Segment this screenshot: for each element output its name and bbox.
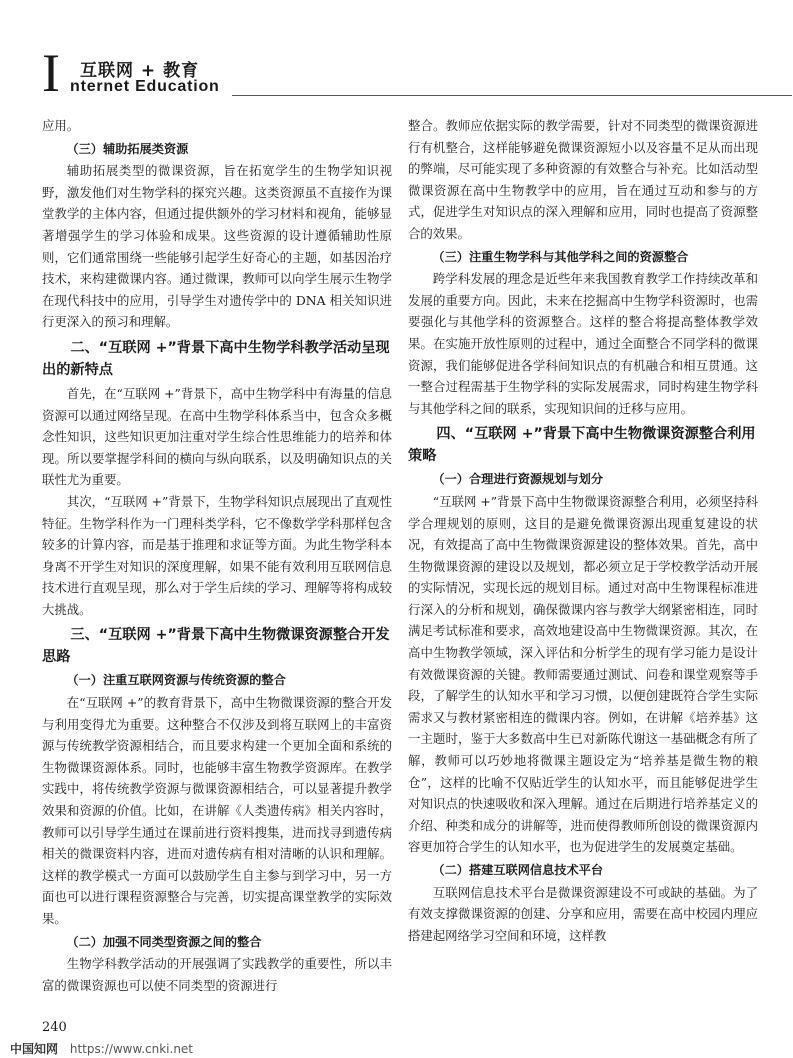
subsection-heading: （一）合理进行资源规划与划分 <box>432 472 604 487</box>
page-number: 240 <box>42 1020 67 1035</box>
paragraph: 应用。 <box>42 118 80 133</box>
paragraph: 其次，“互联网 +”背景下，生物学科知识点展现出了直观性特征。生物学科作为一门理科类学科，它不像数学学科那样包含较多的计算内容，而是基于推理和求证等方面。为此生物学科本身离不开学生对知识的深度理解，如果不能有效利用互联网信息技术进行直观呈现，那么对于学生后续的学习、理解等将构成较大挑战。 <box>42 493 392 617</box>
footer <box>10 1040 193 1057</box>
subsection-heading: （二）搭建互联网信息技术平台 <box>432 863 604 877</box>
right-column <box>408 115 758 946</box>
subsection-heading: （一）注重互联网资源与传统资源的整合 <box>66 673 286 688</box>
paragraph: “互联网 +”背景下高中生物微课资源整合利用，必须坚持科学合理规划的原则，这目的是避免微课资源出现重复建设的状况，有效提高了高中生物微课资源建设的整体效果。首先，高中生物微课资源的建设以及规划，都必须立足于学校教学活动开展的实际情况，实现长远的规划目标。通过对高中生物课程标准进行深入的分析和规划，确保微课内容与教学大纲紧密相连，同时满足考试标准和要求，高效地建设高中生物微课资源。其次，在高中生物教学领域，深入评估和分析学生的现有学习能力是设计有效微课资源的关键。教师需要通过测试、问卷和课堂观察等手段，了解学生的认知水平和学习习惯，以便创建既符合学生实际需求又与教材紧密相连的微课内容。例如，在讲解《培养基》这一主题时，鉴于大多数高中生已对新陈代谢这一基础概念有所了解，教师可以巧妙地将微课主题设定为“培养基是微生物的粮仓”，这样的比喻不仅贴近学生的认知水平，而且能够促进学生对知识点的快速吸收和深入理解。通过在后期进行培养基定义的介绍、种类和成分的讲解等，进而使得教师所创设的微课资源内容更加符合学生的认知水平，也为促进学生的发展奠定基础。 <box>408 493 758 855</box>
footer-brand: 中国知网 <box>10 1042 59 1056</box>
left-column <box>42 115 392 996</box>
subsection-heading: （三）注重生物学科与其他学科之间的资源整合 <box>432 249 689 264</box>
section-heading: 四、“互联网 +”背景下高中生物微课资源整合利用策略 <box>408 426 756 465</box>
section-heading: 三、“互联网 +”背景下高中生物微课资源整合开发思路 <box>42 627 390 666</box>
header-rule <box>232 95 792 96</box>
paragraph: 辅助拓展类型的微课资源，旨在拓宽学生的生物学知识视野，激发他们对生物学科的探究兴趣。这类资源虽不直接作为课堂教学的主体内容，但通过提供额外的学习材料和视角，能够显著增强学生的学习体验和成果。这些资源的设计遵循辅助性原则，它们通常围绕一些能够引起学生好奇心的主题，如基因治疗技术，来构建微课内容。通过微课，教师可以向学生展示生物学在现代科技中的应用，引导学生对遗传学中的 DNA 相关知识进行更深入的预习和理解。 <box>42 163 392 330</box>
header-title-cn: 互联网 + 教育 <box>80 61 200 81</box>
subsection-heading: （二）加强不同类型资源之间的整合 <box>66 934 262 949</box>
subsection-heading: （三）辅助拓展类资源 <box>66 141 189 156</box>
header-initial-letter: I <box>42 43 60 103</box>
header-title-en: nternet Education <box>70 78 220 95</box>
paragraph: 整合。教师应依据实际的教学需要，针对不同类型的微课资源进行有机整合，这样能够避免微课资源短小以及容量不足从而出现的弊端，尽可能实现了多种资源的有效整合与补充。比如活动型微课资源在高中生物教学中的应用，旨在通过互动和参与的方式，促进学生对知识点的深入理解和应用，同时也提高了资源整合的效果。 <box>408 118 758 241</box>
paragraph: 互联网信息技术平台是微课资源建设不可或缺的基础。为了有效支撑微课资源的创建、分享和应用，需要在高中校园内理应搭建起网络学习空间和环境，这样教 <box>408 884 758 943</box>
journal-header <box>42 43 762 103</box>
footer-url[interactable]: https://www.cnki.net <box>69 1042 194 1056</box>
paragraph: 生物学科教学活动的开展强调了实践教学的重要性，所以丰富的微课资源也可以使不同类型的资源进行 <box>42 956 392 993</box>
section-heading: 二、“互联网 +”背景下高中生物学科教学活动呈现出的新特点 <box>42 339 390 378</box>
paragraph: 首先，在“互联网 +”背景下，高中生物学科中有海量的信息资源可以通过网络呈现。在高中生物学科体系当中，包含众多概念性知识，这些知识更加注重对学生综合性思维能力的培养和体现。所以要掌握学科间的横向与纵向联系，以及明确知识点的关联性尤为重要。 <box>42 385 392 488</box>
paragraph: 在“互联网 +”的教育背景下，高中生物微课资源的整合开发与利用变得尤为重要。这种整合不仅涉及到将互联网上的丰富资源与传统教学资源相结合，而且要求构建一个更加全面和系统的生物微课资源体系。同时，也能够丰富生物教学资源库。在教学实践中，将传统教学资源与微课资源相结合，可以显著提升教学效果和资源的价值。比如，在讲解《人类遗传病》相关内容时，教师可以引导学生通过在课前进行资料搜集，进而找寻到遗传病相关的微课资料内容，进而对遗传病有相对清晰的认识和理解。这样的教学模式一方面可以鼓励学生自主参与到学习中，另一方面也可以进行课程资源整合与完善，切实提高课堂教学的实际效果。 <box>42 695 392 926</box>
paragraph: 跨学科发展的理念是近些年来我国教育教学工作持续改革和发展的重要方向。因此，未来在挖掘高中生物学科资源时，也需要强化与其他学科的资源整合。这样的整合将提高整体教学效果。在实施开放性原则的过程中，通过全面整合不同学科的微课资源，我们能够促进各学科间知识点的有机融合和相互贯通。这一整合过程需基于生物学科的实际发展需求，同时构建生物学科与其他学科之间的联系，实现知识间的迁移与应用。 <box>408 271 758 416</box>
